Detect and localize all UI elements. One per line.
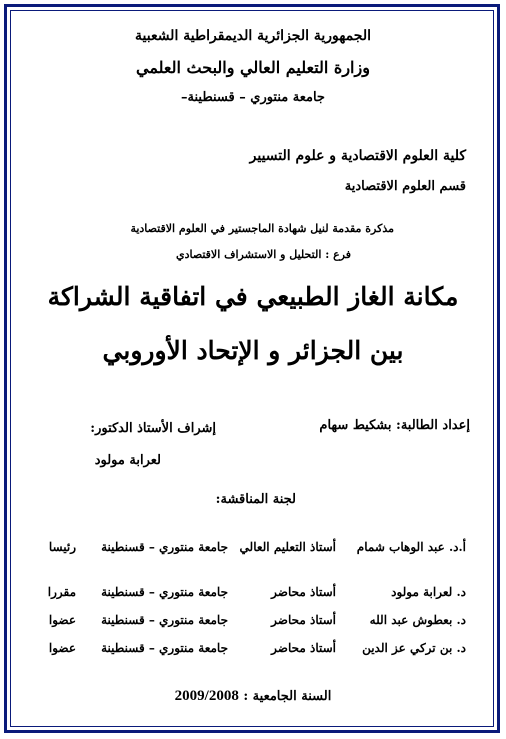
university-name: جامعة منتوري – قسنطينة–: [181, 90, 325, 105]
prepared-by: إعداد الطالبة: بشكيط سهام: [319, 418, 470, 433]
thesis-title-line-1: مكانة الغاز الطبيعي في اتفاقية الشراكة: [47, 282, 459, 311]
jury-member-role: عضوا: [48, 641, 76, 655]
thesis-title-line-2: بين الجزائر و الإتحاد الأوروبي: [102, 336, 404, 365]
jury-member-institution: جامعة منتوري – قسنطينة: [101, 613, 228, 627]
jury-heading: لجنة المناقشة:: [215, 492, 296, 507]
faculty-name: كلية العلوم الاقتصادية و علوم التسيير: [249, 148, 466, 164]
jury-member-rank: أستاذ محاضر: [271, 641, 336, 655]
jury-row: [0, 540, 506, 562]
jury-member-rank: أستاذ محاضر: [271, 585, 336, 599]
jury-member-role: رئيسا: [48, 540, 76, 554]
jury-member-role: مقررا: [47, 585, 76, 599]
memo-branch: فرع : التحليل و الاستشراف الاقتصادي: [175, 248, 351, 261]
jury-member-rank: أستاذ التعليم العالي: [239, 540, 336, 554]
academic-year: [0, 688, 506, 705]
jury-member-name: أ.د. عبد الوهاب شمام: [356, 540, 466, 554]
jury-row: [0, 641, 506, 663]
republic-name: الجمهورية الجزائرية الديمقراطية الشعبية: [134, 28, 371, 44]
department-name: قسم العلوم الاقتصادية: [344, 179, 466, 194]
supervisor-name: لعرابة مولود: [94, 453, 161, 468]
jury-member-institution: جامعة منتوري – قسنطينة: [101, 641, 228, 655]
jury-row: [0, 613, 506, 635]
jury-member-institution: جامعة منتوري – قسنطينة: [101, 540, 228, 554]
jury-member-institution: جامعة منتوري – قسنطينة: [101, 585, 228, 599]
academic-year-value: 2009/2008: [174, 688, 239, 704]
memo-description: مذكرة مقدمة لنيل شهادة الماجستير في العلوم الاقتصادية: [130, 222, 394, 235]
jury-member-role: عضوا: [48, 613, 76, 627]
supervisor-label: إشراف الأستاذ الدكتور:: [90, 421, 216, 436]
jury-member-rank: أستاذ محاضر: [271, 613, 336, 627]
jury-member-name: د. لعرابة مولود: [391, 585, 466, 599]
ministry-name: وزارة التعليم العالي والبحث العلمي: [136, 58, 370, 77]
jury-member-name: د. بن تركي عز الدين: [362, 641, 466, 655]
academic-year-label: السنة الجامعية :: [243, 689, 332, 704]
jury-row: [0, 585, 506, 607]
jury-member-name: د. بعطوش عبد الله: [369, 613, 466, 627]
